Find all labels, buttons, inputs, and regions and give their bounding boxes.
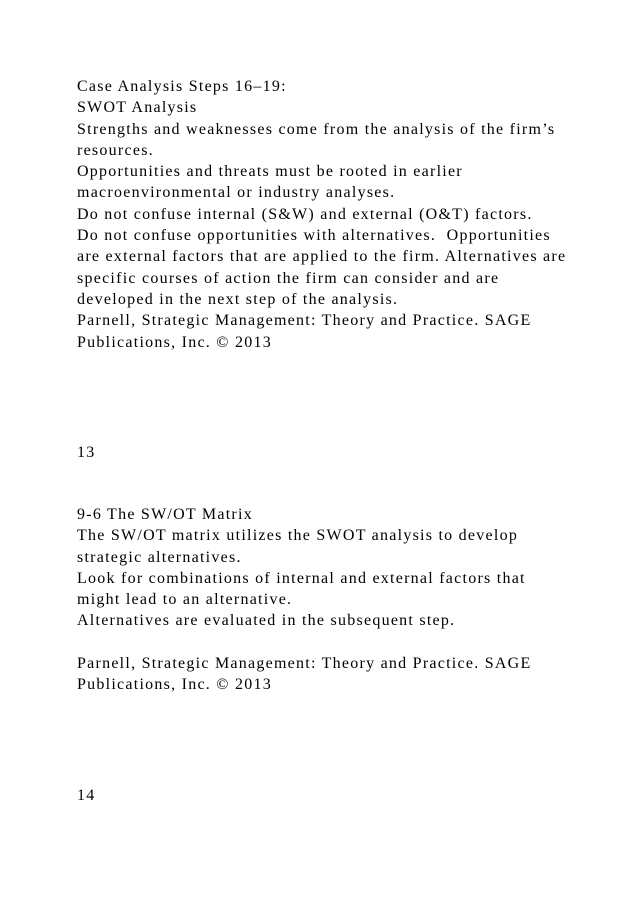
text-line: might lead to an alternative. (77, 591, 293, 609)
citation-line: Parnell, Strategic Management: Theory and Practice. SAGE (77, 655, 532, 673)
text-line: specific courses of action the firm can consider and are (77, 269, 500, 287)
text-line: Alternatives are evaluated in the subsequent step. (77, 612, 456, 630)
blank-line (77, 632, 622, 653)
text-line: strategic alternatives. (77, 548, 242, 566)
text-line: Opportunities and threats must be rooted in earlier (77, 163, 463, 181)
text-line: are external factors that are applied to the firm. Alternatives are (77, 248, 567, 266)
text-line: Do not confuse opportunities with alternatives. Opportunities (77, 227, 551, 245)
citation-line: Publications, Inc. © 2013 (77, 676, 272, 694)
section-title: 9-6 The SW/OT Matrix (77, 506, 253, 523)
page-number: 13 (77, 444, 96, 461)
text-line: resources. (77, 141, 154, 159)
text-line: developed in the next step of the analysis. (77, 290, 399, 308)
slide-notes-section-1 (77, 76, 622, 353)
page-number: 14 (77, 787, 96, 804)
text-line: The SW/OT matrix utilizes the SWOT analysis to develop (77, 527, 519, 545)
text-line: Strengths and weaknesses come from the analysis of the firm’s (77, 120, 556, 138)
text-line: Look for combinations of internal and external factors that (77, 569, 526, 587)
citation-line: Publications, Inc. © 2013 (77, 333, 272, 351)
section-subtitle: SWOT Analysis (77, 99, 198, 117)
citation-line: Parnell, Strategic Management: Theory and Practice. SAGE (77, 312, 532, 330)
slide-notes-section-2 (77, 504, 622, 696)
text-line: macroenvironmental or industry analyses. (77, 184, 396, 202)
section-title: Case Analysis Steps 16–19: (77, 78, 287, 95)
text-line: Do not confuse internal (S&W) and external (O&T) factors. (77, 205, 533, 223)
